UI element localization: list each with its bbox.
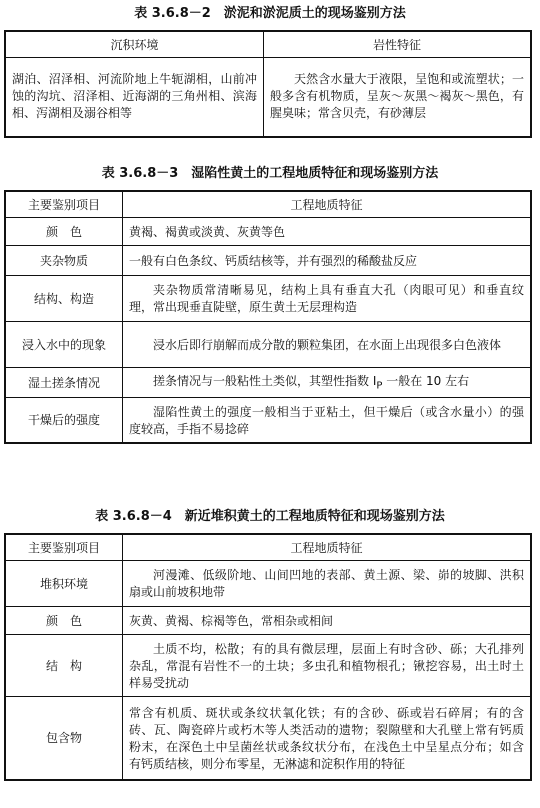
table-row bbox=[5, 606, 531, 634]
table1-header-env: 沉积环境 bbox=[5, 31, 264, 57]
table2-item-cell: 湿土搓条情况 bbox=[5, 367, 123, 397]
table3-header-item: 主要鉴别项目 bbox=[5, 534, 123, 560]
table3-item-cell: 颜 色 bbox=[5, 606, 123, 634]
table1-caption: 表 3.6.8－2 淤泥和淤泥质土的现场鉴别方法 bbox=[134, 6, 406, 21]
table3 bbox=[4, 533, 532, 781]
table3-item-cell: 堆积环境 bbox=[5, 560, 123, 606]
table2-desc-cell: 湿陷性黄土的强度一般相当于亚粘土，但干燥后（或含水量小）的强度较高，手指不易捻碎 bbox=[123, 397, 532, 443]
table3-desc-cell: 常含有机质、斑状或条纹状氧化铁；有的含砂、砾或岩石碎屑；有的含砖、瓦、陶瓷碎片或朽木等人类活动的遗物；裂隙壁和大孔壁上常有钙质粉末，在深色土中呈菌丝状或条纹状分布，在浅色土中呈星点分布；如含有钙质结核，则分布零星，无淋滤和淀积作用的特征 bbox=[123, 696, 532, 780]
table2-header-feature: 工程地质特征 bbox=[123, 191, 532, 217]
table2-desc-cell: 夹杂物质常清晰易见，结构上具有垂直大孔（肉眼可见）和垂直纹理，常出现垂直陡壁，原生黄土无层理构造 bbox=[123, 275, 532, 321]
table-row bbox=[5, 397, 531, 443]
table1-env-cell: 湖泊、沼泽相、河流阶地上牛轭湖相，山前冲蚀的沟坑、沼泽相、近海湖的三角州相、滨海相、泻湖相及溺谷相等 bbox=[5, 57, 264, 137]
table-row bbox=[5, 367, 531, 397]
table2-caption: 表 3.6.8－3 湿陷性黄土的工程地质特征和现场鉴别方法 bbox=[101, 166, 439, 181]
table3-item-cell: 结 构 bbox=[5, 634, 123, 696]
table2-item-cell: 夹杂物质 bbox=[5, 245, 123, 275]
table2-desc-cell: 一般有白色条纹、钙质结核等，并有强烈的稀酸盐反应 bbox=[123, 245, 532, 275]
table3-caption: 表 3.6.8－4 新近堆积黄土的工程地质特征和现场鉴别方法 bbox=[95, 509, 445, 524]
table2-desc-tail: 一般在 10 左右 bbox=[382, 374, 470, 389]
table3-desc-cell: 灰黄、黄褐、棕褐等色，常相杂或相间 bbox=[123, 606, 532, 634]
table-row bbox=[5, 560, 531, 606]
table-row bbox=[5, 245, 531, 275]
table-row bbox=[5, 696, 531, 780]
table1 bbox=[4, 30, 532, 138]
table2-desc-cell: 黄褐、褐黄或淡黄、灰黄等色 bbox=[123, 217, 532, 245]
table1-header-feature: 岩性特征 bbox=[264, 31, 532, 57]
table2-desc-text: 搓条情况与一般粘性土类似，其塑性指数 I bbox=[153, 374, 377, 389]
table2-header-item: 主要鉴别项目 bbox=[5, 191, 123, 217]
table-row bbox=[5, 275, 531, 321]
table3-item-cell: 包含物 bbox=[5, 696, 123, 780]
table-row bbox=[5, 634, 531, 696]
table2-desc-cell bbox=[123, 367, 532, 397]
table2-item-cell: 结构、构造 bbox=[5, 275, 123, 321]
table3-desc-cell: 河漫滩、低级阶地、山间凹地的表部、黄土源、梁、峁的坡脚、洪积扇或山前坡积地带 bbox=[123, 560, 532, 606]
table2 bbox=[4, 190, 532, 444]
table2-item-cell: 颜 色 bbox=[5, 217, 123, 245]
table2-item-cell: 浸入水中的现象 bbox=[5, 321, 123, 367]
table2-desc-cell: 浸水后即行崩解而成分散的颗粒集团，在水面上出现很多白色液体 bbox=[123, 321, 532, 367]
table1-feature-cell: 天然含水量大于液限，呈饱和或流塑状；一般多含有机物质，呈灰～灰黑～褐灰～黑色，有腥臭味；常含贝壳，有砂薄层 bbox=[264, 57, 532, 137]
table3-desc-cell: 土质不均，松散；有的具有微层理，层面上有时含砂、砾；大孔排列杂乱，常混有岩性不一的土块；多虫孔和植物根孔；锹挖容易，出土时土样易受扰动 bbox=[123, 634, 532, 696]
table2-desc-subscript: P bbox=[376, 380, 383, 392]
table3-header-feature: 工程地质特征 bbox=[123, 534, 532, 560]
table-row bbox=[5, 321, 531, 367]
table-row bbox=[5, 217, 531, 245]
table2-item-cell: 干燥后的强度 bbox=[5, 397, 123, 443]
